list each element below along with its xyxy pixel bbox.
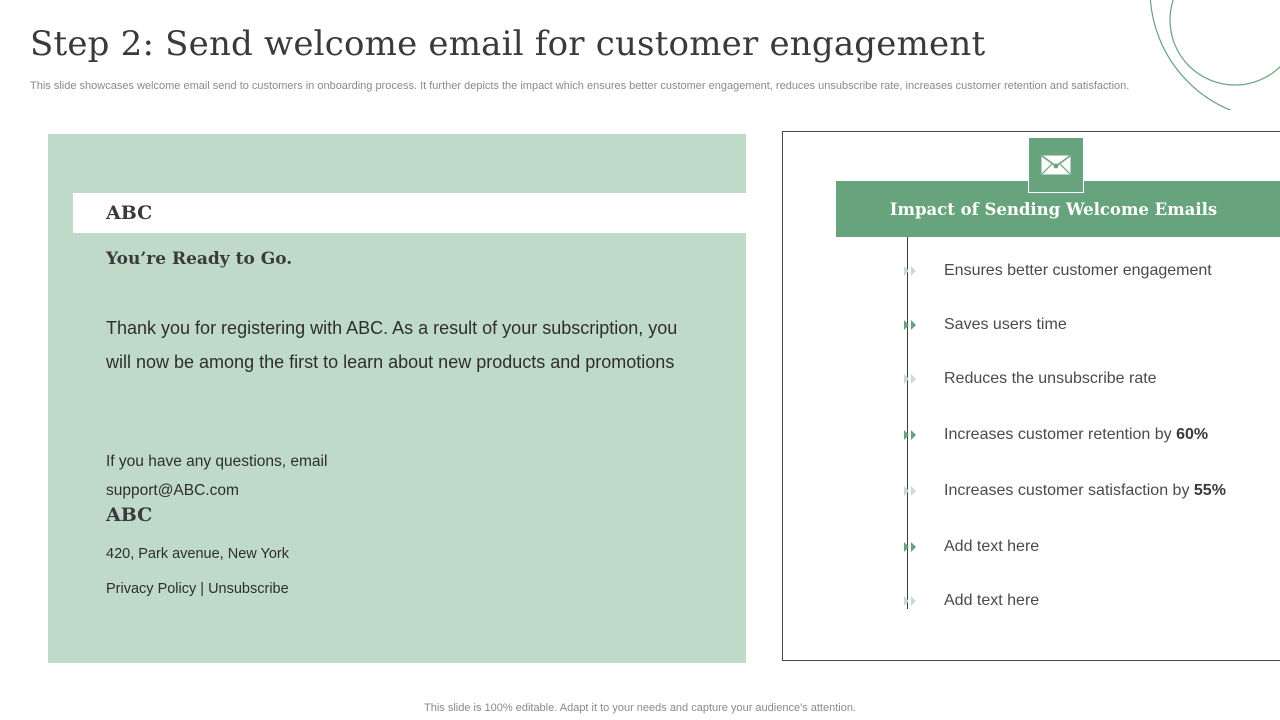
impact-list-item <box>903 424 1208 446</box>
double-chevron-right-icon <box>903 430 919 440</box>
email-brand: ABC <box>106 202 153 224</box>
slide-subtitle: This slide showcases welcome email send to customers in onboarding process. It further depicts the impact which ensures better customer engagement, reduces unsubscribe rate, increases customer retention and satisfaction. <box>30 80 1130 92</box>
impact-heading: Impact of Sending Welcome Emails <box>889 199 1218 219</box>
impact-item-value: 55% <box>1193 482 1226 499</box>
email-signature: ABC <box>106 504 153 526</box>
impact-item-text: Add text here <box>944 538 1040 555</box>
impact-list-item <box>903 314 1067 336</box>
impact-item-text: Ensures better customer engagement <box>944 262 1212 279</box>
email-body: Thank you for registering with ABC. As a result of your subscription, you will now be among the first to learn about new products and promotions <box>106 318 678 372</box>
envelope-icon <box>1041 154 1071 176</box>
privacy-policy-link[interactable]: Privacy Policy <box>106 581 197 597</box>
double-chevron-right-icon <box>903 266 919 276</box>
impact-item-text: Reduces the unsubscribe rate <box>944 370 1157 387</box>
email-header-bar <box>73 193 746 233</box>
slide-title: Step 2: Send welcome email for customer engagement <box>30 24 986 64</box>
unsubscribe-link[interactable]: Unsubscribe <box>208 581 289 597</box>
impact-list-item <box>903 536 1039 558</box>
link-separator: | <box>196 581 209 597</box>
mail-badge <box>1028 137 1084 193</box>
email-questions: If you have any questions, email support@ABC.com <box>106 453 328 499</box>
impact-list-item <box>903 260 1212 282</box>
double-chevron-right-icon <box>903 542 919 552</box>
impact-list-item <box>903 590 1039 612</box>
impact-card <box>782 131 1280 661</box>
email-address: 420, Park avenue, New York <box>106 546 289 562</box>
double-chevron-right-icon <box>903 596 919 606</box>
double-chevron-right-icon <box>903 320 919 330</box>
impact-item-text: Saves users time <box>944 316 1067 333</box>
email-footer-links <box>106 581 289 597</box>
impact-item-text: Increases customer retention by 60% <box>944 426 1209 443</box>
decorative-circles <box>1140 0 1280 110</box>
impact-item-text: Add text here <box>944 592 1040 609</box>
email-preview-panel <box>48 134 746 663</box>
impact-list-item <box>903 368 1157 390</box>
email-greeting: You’re Ready to Go. <box>106 249 293 269</box>
double-chevron-right-icon <box>903 374 919 384</box>
impact-item-text: Increases customer satisfaction by 55% <box>944 482 1226 499</box>
slide-footer: This slide is 100% editable. Adapt it to your needs and capture your audience's attention. <box>424 702 856 714</box>
double-chevron-right-icon <box>903 486 919 496</box>
impact-item-value: 60% <box>1176 426 1209 443</box>
impact-list-item <box>903 480 1226 502</box>
